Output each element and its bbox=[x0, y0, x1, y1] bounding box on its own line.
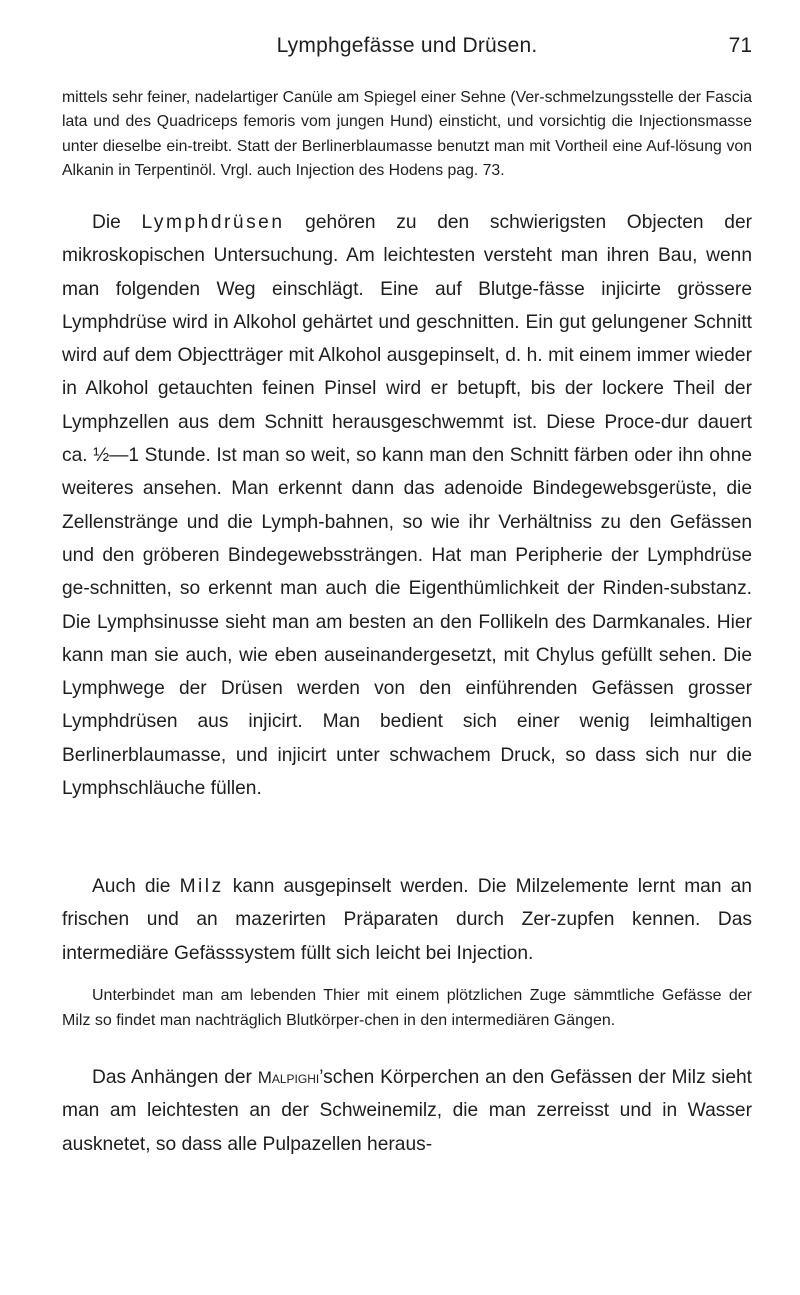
paragraph-malpighi bbox=[62, 1061, 752, 1161]
paragraph-text: mittels sehr feiner, nadelartiger Canüle am Spiegel einer Sehne (Ver-schmelzungsstelle der Fascia lata und des Quadriceps femoris vom jungen Hund) einsticht, und vorsichtig die Injectionsmasse unter dieselbe ein-treibt. Statt der Berlinerblaumasse benutzt man mit Vortheil eine Auf-lösung von Alkanin in Terpentinöl. Vrgl. auch Injection des Hodens pag. 73. bbox=[62, 89, 752, 179]
page-header bbox=[62, 34, 752, 70]
paragraph-injection-note bbox=[62, 86, 752, 183]
paragraph-milz bbox=[62, 870, 752, 970]
paragraph-lymphdruesen bbox=[62, 206, 752, 805]
paragraph-text bbox=[62, 206, 752, 805]
paragraph-lead: Das Anhängen der bbox=[92, 1067, 258, 1088]
paragraph-lead: Die bbox=[92, 212, 142, 233]
paragraph-body: kann ausgepinselt werden. Die Milzelemente lernt man an frischen und an mazerirten Präparaten durch Zer-zupfen kennen. Das intermediäre Gefässsystem füllt sich leicht bei Injection. bbox=[62, 876, 752, 964]
paragraph-lead: Auch die bbox=[92, 876, 180, 897]
paragraph-unterbindung bbox=[62, 983, 752, 1033]
term-milz: Milz bbox=[179, 876, 224, 897]
paragraph-body: gehören zu den schwierigsten Objecten der mikroskopischen Untersuchung. Am leichtesten versteht man ihren Bau, wenn man folgenden Weg einschlägt. Eine auf Blutge-fässe injicirte grössere Lymphdrüse wird in Alkohol gehärtet und geschnitten. Ein gut gelungener Schnitt wird auf dem Objectträger mit Alkohol ausgepinselt, d. h. mit einem immer wieder in Alkohol getauchten feinen Pinsel wird er betupft, bis der lockere Theil der Lymphzellen aus dem Schnitt herausgeschwemmt ist. Diese Proce-dur dauert ca. ½—1 Stunde. Ist man so weit, so kann man den Schnitt färben oder ihn ohne weiteres ansehen. Man erkennt dann das adenoide Bindegewebsgerüste, die Zellenstränge und die Lymph-bahnen, so wie ihr Verhältniss zu den Gefässen und den gröberen Bindegewebssträngen. Hat man Peripherie der Lymphdrüse ge-schnitten, so erkennt man auch die Eigenthümlichkeit der Rinden-substanz. Die Lymphsinusse sieht man am besten an den Follikeln des Darmkanales. Hier kann man sie auch, wie eben auseinandergesetzt, mit Chylus gefüllt sehen. Die Lymphwege der Drüsen werden von den einführenden Gefässen grosser Lymphdrüsen aus injicirt. Man bedient sich einer wenig leimhaltigen Berlinerblaumasse, und injicirt unter schwachem Druck, so dass sich nur die Lymphschläuche füllen. bbox=[62, 212, 753, 800]
term-lymphdruesen: Lymphdrüsen bbox=[141, 212, 285, 233]
paragraph-text: Unterbindet man am lebenden Thier mit einem plötzlichen Zuge sämmtliche Gefässe der Milz so findet man nachträglich Blutkörper-chen in den intermediären Gängen. bbox=[62, 987, 752, 1029]
paragraph-text bbox=[62, 1061, 752, 1161]
paragraph-body: ’schen Körperchen an den Gefässen der Milz sieht man am leichtesten an der Schweinemilz, die man zerreisst und in Wasser ausknetet, so dass alle Pulpazellen heraus- bbox=[62, 1067, 752, 1155]
running-head: Lymphgefässe und Drüsen. bbox=[276, 34, 538, 57]
paragraph-text bbox=[62, 870, 752, 970]
page-number: 71 bbox=[728, 34, 752, 57]
name-malpighi: Malpighi bbox=[257, 1068, 320, 1087]
